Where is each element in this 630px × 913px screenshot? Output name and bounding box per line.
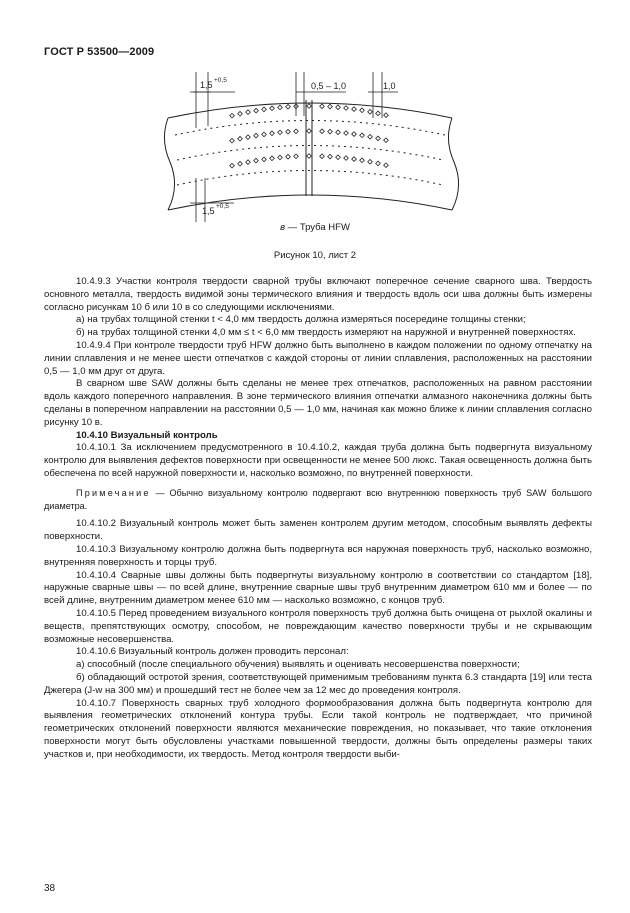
- paragraph: 10.4.9.4 При контроле твердости труб HFW должно быть выполнено в каждом положении по одному отпечатку на линии сплавления и не менее шести отпечатков с каждой стороны от линии сплавления, расположенных на расстоянии 0,5 — 1,0 мм друг от друга.: [44, 339, 592, 377]
- indent-marker: [262, 157, 267, 162]
- indent-marker: [360, 133, 365, 138]
- page-number: 38: [44, 883, 56, 894]
- dim-top-left: 1,5: [200, 80, 213, 90]
- indent-marker: [278, 130, 283, 135]
- document-header: ГОСТ Р 53500—2009: [44, 46, 155, 58]
- indent-marker: [376, 161, 381, 166]
- indent-marker: [230, 113, 235, 118]
- indent-marker: [352, 157, 357, 162]
- body-text: [44, 276, 592, 761]
- indent-marker: [278, 155, 283, 160]
- indent-marker: [328, 129, 333, 134]
- paragraph: 10.4.10.4 Сварные швы должны быть подвергнуты визуальному контролю в соответствии со стандартом [18], наружные сварные швы — по всей длине, внутренние сварные швы труб внутренним диаметром 610 мм и более — по всей длине, внутренним диаметром менее 610 мм — насколько возможно, с концов труб.: [44, 569, 592, 607]
- indent-marker: [368, 159, 373, 164]
- indent-marker: [246, 160, 251, 165]
- paragraph: 10.4.10.2 Визуальный контроль может быть заменен контролем другим методом, способным выявлять дефекты поверхности.: [44, 518, 592, 543]
- indent-marker: [278, 105, 283, 110]
- indent-marker: [270, 131, 275, 136]
- dim-top-right: 1,0: [383, 81, 396, 91]
- indent-marker: [294, 129, 299, 134]
- indent-marker: [328, 104, 333, 109]
- section-heading: 10.4.10 Визуальный контроль: [76, 429, 218, 441]
- indent-marker: [328, 154, 333, 159]
- paragraph: б) на трубах толщиной стенки 4,0 мм ≤ t < 6,0 мм твердость измеряют на наружной и внутренней поверхностях.: [76, 327, 576, 339]
- indent-marker: [384, 163, 389, 168]
- paragraph: 10.4.10.6 Визуальный контроль должен проводить персонал:: [76, 646, 349, 658]
- indent-marker: [360, 158, 365, 163]
- subcaption-letter: в: [280, 222, 286, 233]
- indent-marker: [307, 154, 312, 159]
- indent-marker: [238, 161, 243, 166]
- paragraph: б) обладающий остротой зрения, соответствующей применимым требованиям пункта 6.3 стандарта [19] или теста Джегера (J-w на 300 мм) и прошедший тест не более чем за 12 мес до проведения контроля.: [44, 671, 592, 696]
- indent-marker: [320, 129, 325, 134]
- indent-marker: [384, 113, 389, 118]
- indent-marker: [254, 108, 259, 113]
- indent-marker: [352, 132, 357, 137]
- indent-marker: [286, 104, 291, 109]
- indent-marker: [368, 109, 373, 114]
- paragraph: 10.4.10.5 Перед проведением визуального контроля поверхность труб должна быть очищена от рыхлой окалины и веществ, препятствующих осмотру, способом, не повреждающим качество поверхности трубы и не скрывающим возможные несовершенства.: [44, 607, 592, 645]
- paragraph: а) способный (после специального обучения) выявлять и оценивать несовершенства поверхности;: [76, 659, 520, 671]
- paragraph: 10.4.10.3 Визуальному контролю должна быть подвергнута вся наружная поверхность труб, насколько возможно, внутренняя поверхность и торцы труб.: [44, 543, 592, 568]
- subcaption-text: — Труба HFW: [285, 222, 350, 233]
- indent-marker: [246, 110, 251, 115]
- indent-marker: [294, 154, 299, 159]
- indent-marker: [376, 136, 381, 141]
- indent-marker: [230, 163, 235, 168]
- indent-marker: [238, 136, 243, 141]
- note-text: — Обычно визуальному контролю подвергают всю внутреннюю поверхность труб SAW большого диаметра.: [44, 487, 592, 511]
- indent-marker: [262, 107, 267, 112]
- indent-marker: [307, 104, 312, 109]
- indent-marker: [344, 106, 349, 111]
- indent-marker: [254, 133, 259, 138]
- indent-marker: [360, 108, 365, 113]
- indent-marker: [254, 158, 259, 163]
- pipe-weld-diagram: [0, 0, 630, 240]
- dim-top-left-tolerance: +0,5: [214, 77, 227, 84]
- paragraph: а) на трубах толщиной стенки t < 4,0 мм твердость должна измеряться посередине толщины стенки;: [76, 314, 526, 326]
- figure-subcaption: [0, 222, 630, 233]
- indent-marker: [336, 155, 341, 160]
- indent-marker: [368, 134, 373, 139]
- hardness-indent-markers: [230, 104, 389, 168]
- dim-bottom-left: 1,5: [202, 206, 215, 216]
- dim-bottom-left-tolerance: +0,5: [216, 203, 229, 210]
- indent-marker: [246, 135, 251, 140]
- indent-marker: [344, 131, 349, 136]
- indent-marker: [238, 111, 243, 116]
- paragraph: 10.4.10.7 Поверхность сварных труб холодного формообразования должна быть подвергнута контролю для выявления геометрических отклонений контура трубы. Если такой контроль не подтверждает, что причиной геометрических отклонений поверхности являются механические повреждения, но показывает, что такие отклонения поверхности могут быть обусловлены участками повышенной твердости, должны быть определены размеры таких участков и, при необходимости, их твердость. Метод контроля твердости выби-: [44, 697, 592, 760]
- indent-marker: [262, 132, 267, 137]
- paragraph: 10.4.10.1 За исключением предусмотренного в 10.4.10.2, каждая труба должна быть подвергнута визуальному контролю для выявления дефектов поверхности при освещенности не менее 500 люкс. Такая освещенность должна быть обеспечена по всей наружной поверхности и, насколько возможно, по внутренней поверхности.: [44, 442, 592, 479]
- indent-marker: [384, 138, 389, 143]
- indent-marker: [352, 107, 357, 112]
- dim-top-mid: 0,5 – 1,0: [311, 81, 347, 91]
- indent-marker: [286, 129, 291, 134]
- indent-marker: [286, 154, 291, 159]
- indent-marker: [270, 156, 275, 161]
- note: [44, 487, 592, 513]
- note-label: Примечание: [76, 487, 151, 498]
- indent-marker: [320, 154, 325, 159]
- indent-marker: [307, 129, 312, 134]
- paragraph: 10.4.9.3 Участки контроля твердости сварной трубы включают поперечное сечение сварного шва. Твердость основного металла, твердость видимой зоны термического влияния и твердость вдоль оси шва должны быть измерены согласно рисункам 10 б или 10 в со следующими исключениями.: [44, 276, 592, 313]
- indent-marker: [336, 105, 341, 110]
- figure-caption: Рисунок 10, лист 2: [273, 250, 357, 261]
- indent-marker: [230, 138, 235, 143]
- indent-marker: [336, 130, 341, 135]
- paragraph: В сварном шве SAW должны быть сделаны не менее трех отпечатков, расположенных на равном расстоянии вдоль каждого поперечного направления. В зоне термического влияния отпечатки алмазного наконечника должны быть сделаны в поперечном направлении на расстоянии 0,5 — 1,0 мм, начиная как можно ближе к линии сплавления согласно рисунку 10 в.: [44, 378, 592, 428]
- indent-marker: [376, 111, 381, 116]
- indent-marker: [320, 104, 325, 109]
- indent-marker: [270, 106, 275, 111]
- indent-marker: [344, 156, 349, 161]
